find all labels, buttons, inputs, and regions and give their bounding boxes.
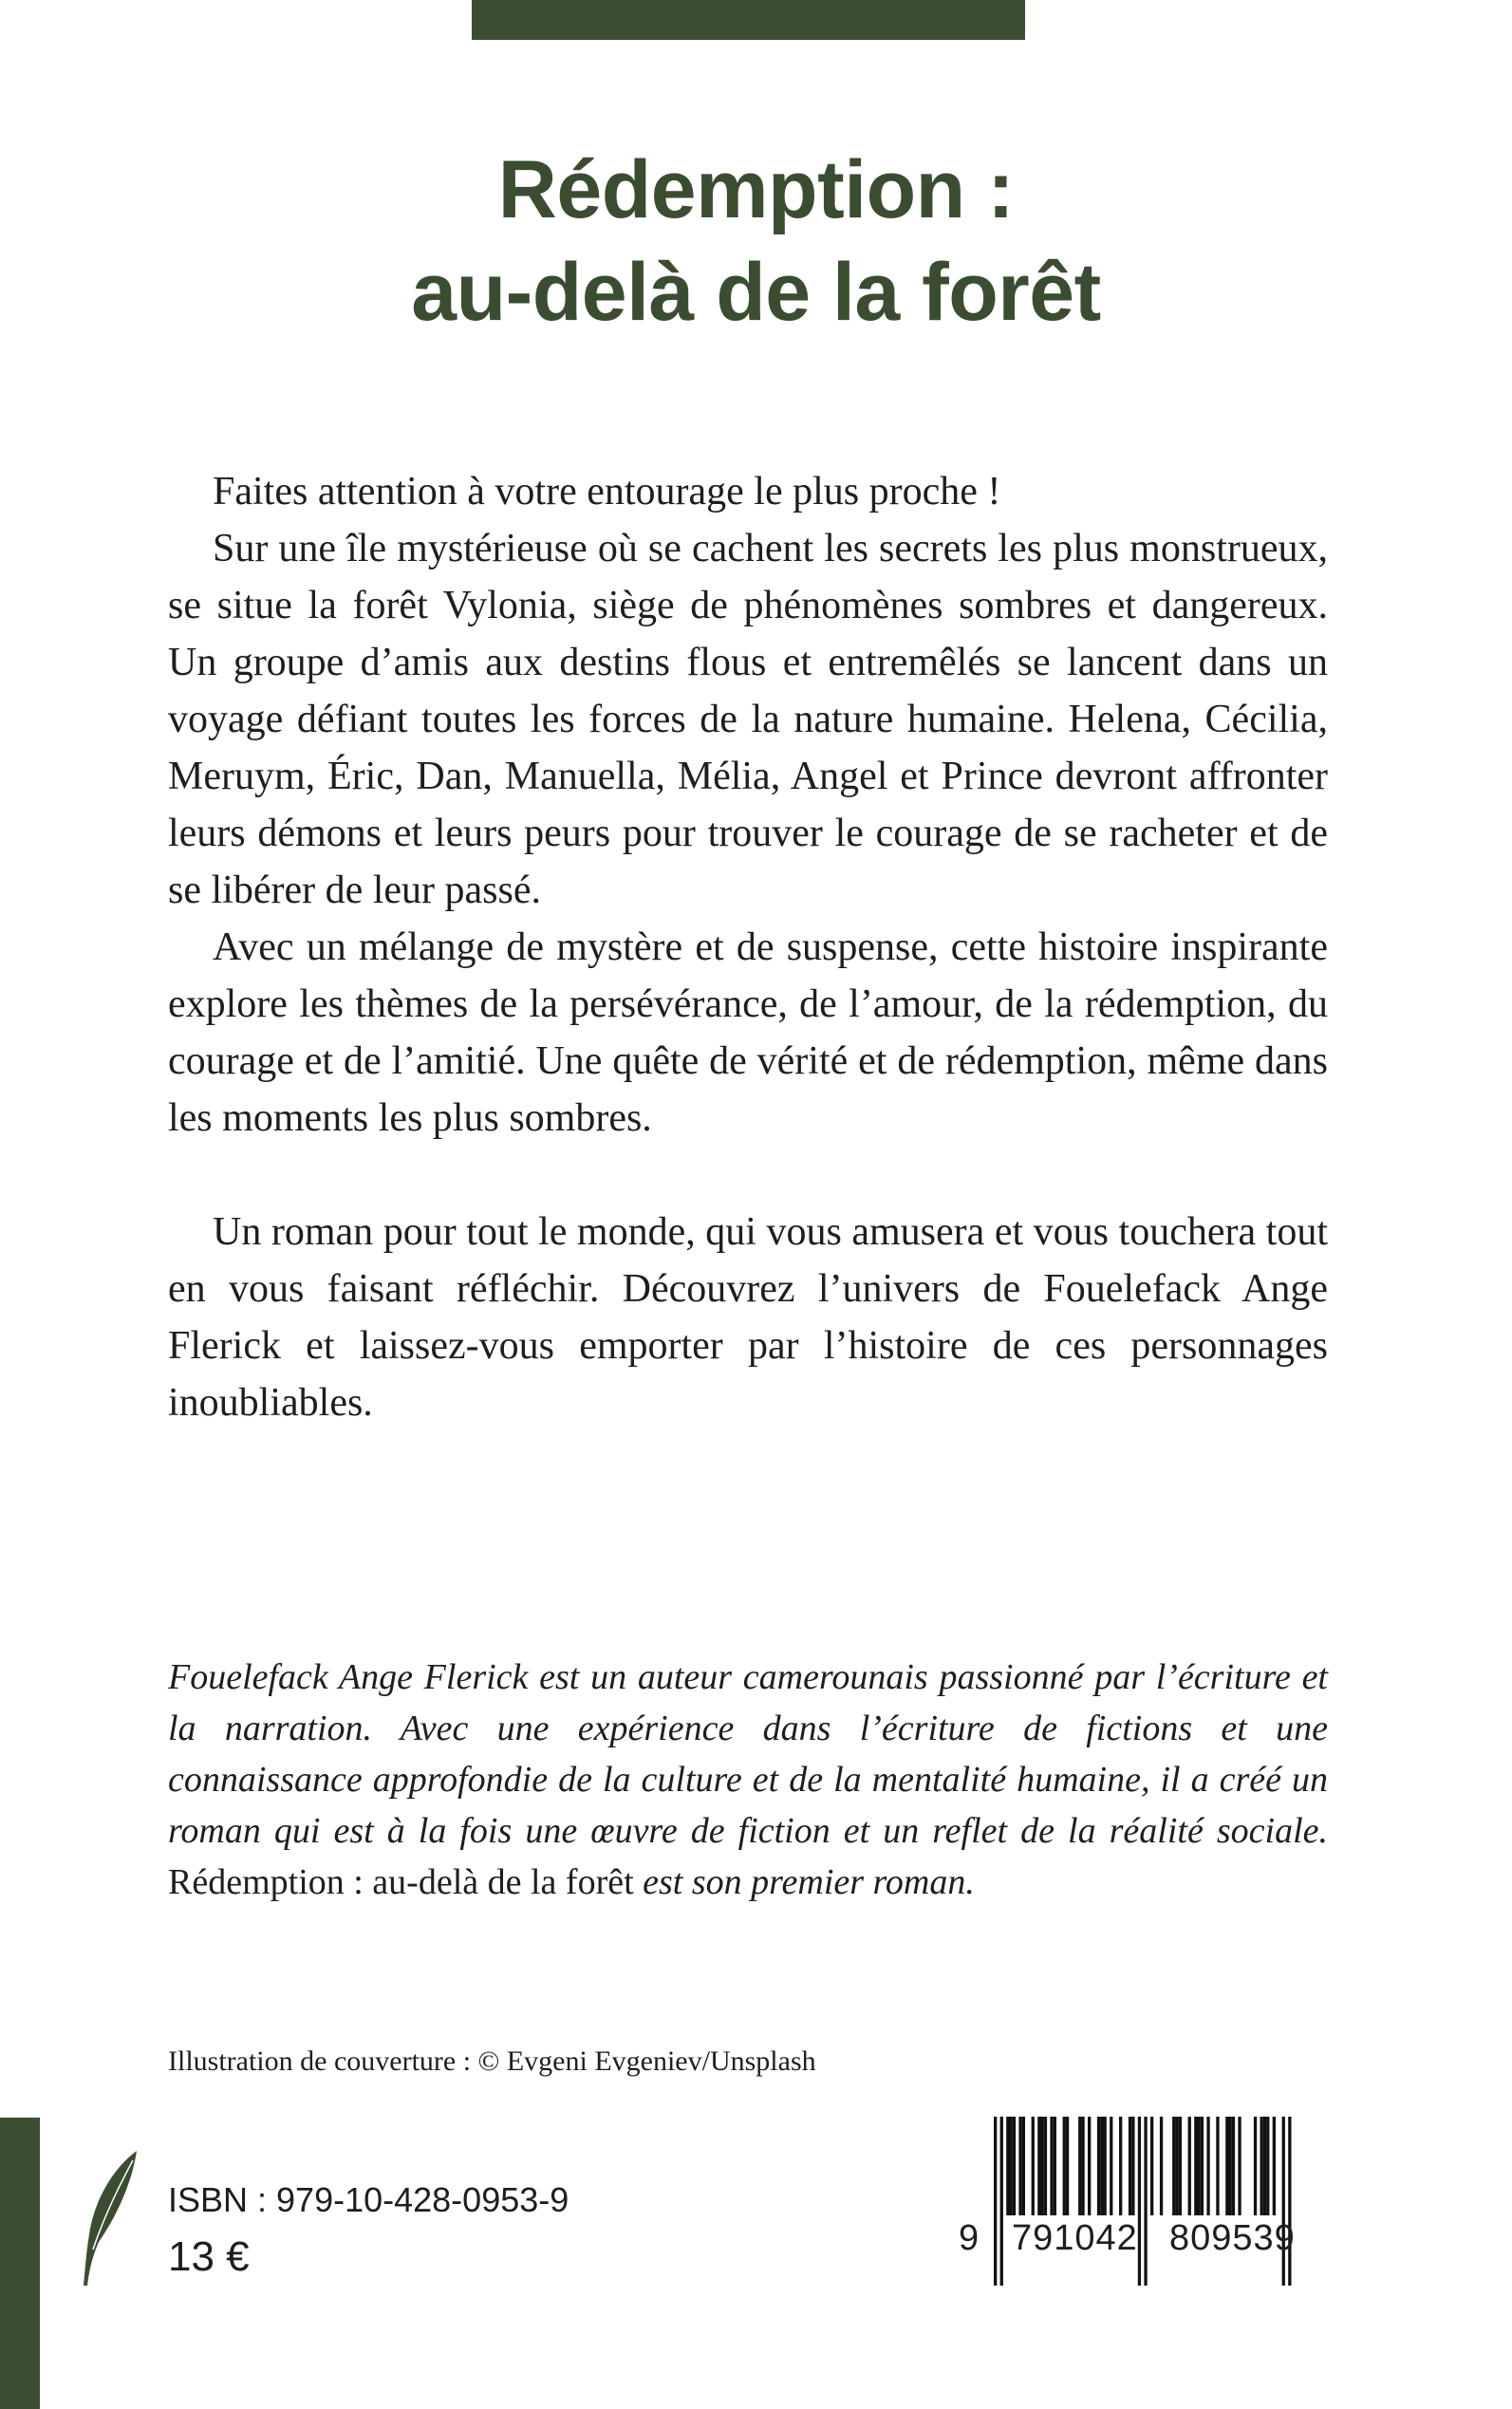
barcode-bar	[1018, 2117, 1021, 2215]
barcode-bar	[1225, 2117, 1228, 2215]
blurb-paragraph: Faites attention à votre entourage le plus proche !	[213, 470, 1001, 514]
barcode-bar	[1000, 2117, 1003, 2286]
barcode-bar	[1229, 2117, 1232, 2215]
back-cover-blurb	[168, 463, 1328, 1431]
book-title-line1: Rédemption :	[497, 144, 1015, 235]
barcode-bar	[1097, 2117, 1100, 2215]
barcode-bar	[1216, 2117, 1219, 2215]
barcode-bar	[1050, 2117, 1053, 2215]
side-color-band	[0, 2118, 40, 2409]
barcode-bar	[1022, 2117, 1025, 2215]
barcode-bar	[1288, 2117, 1291, 2286]
cover-illustration-credit: Illustration de couverture : © Evgeni Evgeniev/Unsplash	[168, 2045, 816, 2077]
barcode-bar	[1179, 2117, 1182, 2215]
barcode-bar	[1081, 2117, 1084, 2215]
ean13-barcode	[954, 2115, 1332, 2288]
barcode-bar	[1282, 2117, 1285, 2286]
barcode-bar	[1266, 2117, 1269, 2215]
barcode-bar	[1144, 2117, 1147, 2286]
quill-feather-icon	[78, 2147, 144, 2289]
barcode-bar	[1088, 2117, 1091, 2215]
author-bio-text-end: est son premier roman.	[643, 1862, 975, 1902]
barcode-bars	[994, 2115, 1332, 2288]
barcode-digits-left: 791042	[1012, 2218, 1138, 2258]
barcode-bar	[1263, 2117, 1266, 2215]
barcode-bar	[1232, 2117, 1235, 2215]
barcode-digit-lead: 9	[959, 2218, 980, 2258]
barcode-bar	[1201, 2117, 1204, 2215]
blurb-paragraph: Un roman pour tout le monde, qui vous amusera et vous touchera tout en vous faisant réfléchir. Découvrez l’univers de Fouelefack Ange Flerick et laissez-vous emporter par l’histoire de ces personnages inoubliables.	[168, 1210, 1328, 1425]
barcode-bar	[1175, 2117, 1178, 2215]
barcode-bar	[1063, 2117, 1066, 2215]
barcode-bar	[1129, 2117, 1131, 2215]
barcode-bar	[1104, 2117, 1107, 2215]
barcode-bar	[1206, 2117, 1209, 2215]
barcode-bar	[1054, 2117, 1056, 2215]
barcode-bar	[1044, 2117, 1047, 2215]
author-bio-book-title: Rédemption : au-delà de la forêt	[168, 1862, 634, 1902]
barcode-bar	[1150, 2117, 1153, 2215]
barcode-bar	[1188, 2117, 1191, 2215]
barcode-bar	[1198, 2117, 1201, 2215]
blurb-paragraph: Avec un mélange de mystère et de suspense, cette histoire inspirante explore les thèmes de la persévérance, de l’amour, de la rédemption, du courage et de l’amitié. Une quête de vérité et de rédemption, même dans les moments les plus sombres.	[168, 925, 1328, 1140]
barcode-bar	[994, 2117, 997, 2286]
barcode-bar	[1254, 2117, 1257, 2215]
blurb-paragraph: Sur une île mystérieuse où se cachent les secrets les plus monstrueux, se situe la forêt Vylonia, siège de phénomènes sombres et dangereux. Un groupe d’amis aux destins flous et entremêlés se lancent dans un voyage défiant toutes les forces de la nature humaine. Helena, Cécilia, Meruym, Éric, Dan, Manuella, Mélia, Angel et Prince devront affronter leurs démons et leurs peurs pour trouver le courage de se racheter et de se libérer de leur passé.	[168, 527, 1328, 912]
barcode-bar	[1066, 2117, 1069, 2215]
barcode-bar	[1010, 2117, 1013, 2215]
barcode-bar	[1013, 2117, 1016, 2215]
isbn: ISBN : 979-10-428-0953-9	[168, 2180, 569, 2219]
top-color-band	[472, 0, 1025, 40]
barcode-bar	[1037, 2117, 1040, 2215]
barcode-bar	[1238, 2117, 1241, 2215]
price: 13 €	[168, 2233, 250, 2280]
barcode-bar	[1100, 2117, 1103, 2215]
barcode-bar	[1194, 2117, 1197, 2215]
barcode-bar	[1041, 2117, 1044, 2215]
author-bio-text: Fouelefack Ange Flerick est un auteur camerounais passionné par l’écriture et la narration. Avec une expérience dans l’écriture de fictions et une connaissance approfondie de la culture et de la mentalité humaine, il a créé un roman qui est à la fois une œuvre de fiction et un reflet de la réalité sociale.	[168, 1657, 1328, 1851]
barcode-bar	[1078, 2117, 1081, 2215]
barcode-bar	[1138, 2117, 1141, 2286]
barcode-bar	[1006, 2117, 1009, 2215]
book-title-line2: au-delà de la forêt	[411, 247, 1101, 338]
book-title	[0, 139, 1512, 344]
barcode-digits-right: 809539	[1169, 2218, 1296, 2258]
author-bio	[168, 1652, 1328, 1908]
barcode-bar	[1273, 2117, 1276, 2215]
barcode-bar	[1032, 2117, 1035, 2215]
barcode-bar	[1119, 2117, 1122, 2215]
barcode-bar	[1172, 2117, 1175, 2215]
barcode-bar	[1110, 2117, 1112, 2215]
barcode-bar	[1260, 2117, 1263, 2215]
barcode-bar	[1160, 2117, 1163, 2215]
barcode-bar	[1131, 2117, 1134, 2215]
